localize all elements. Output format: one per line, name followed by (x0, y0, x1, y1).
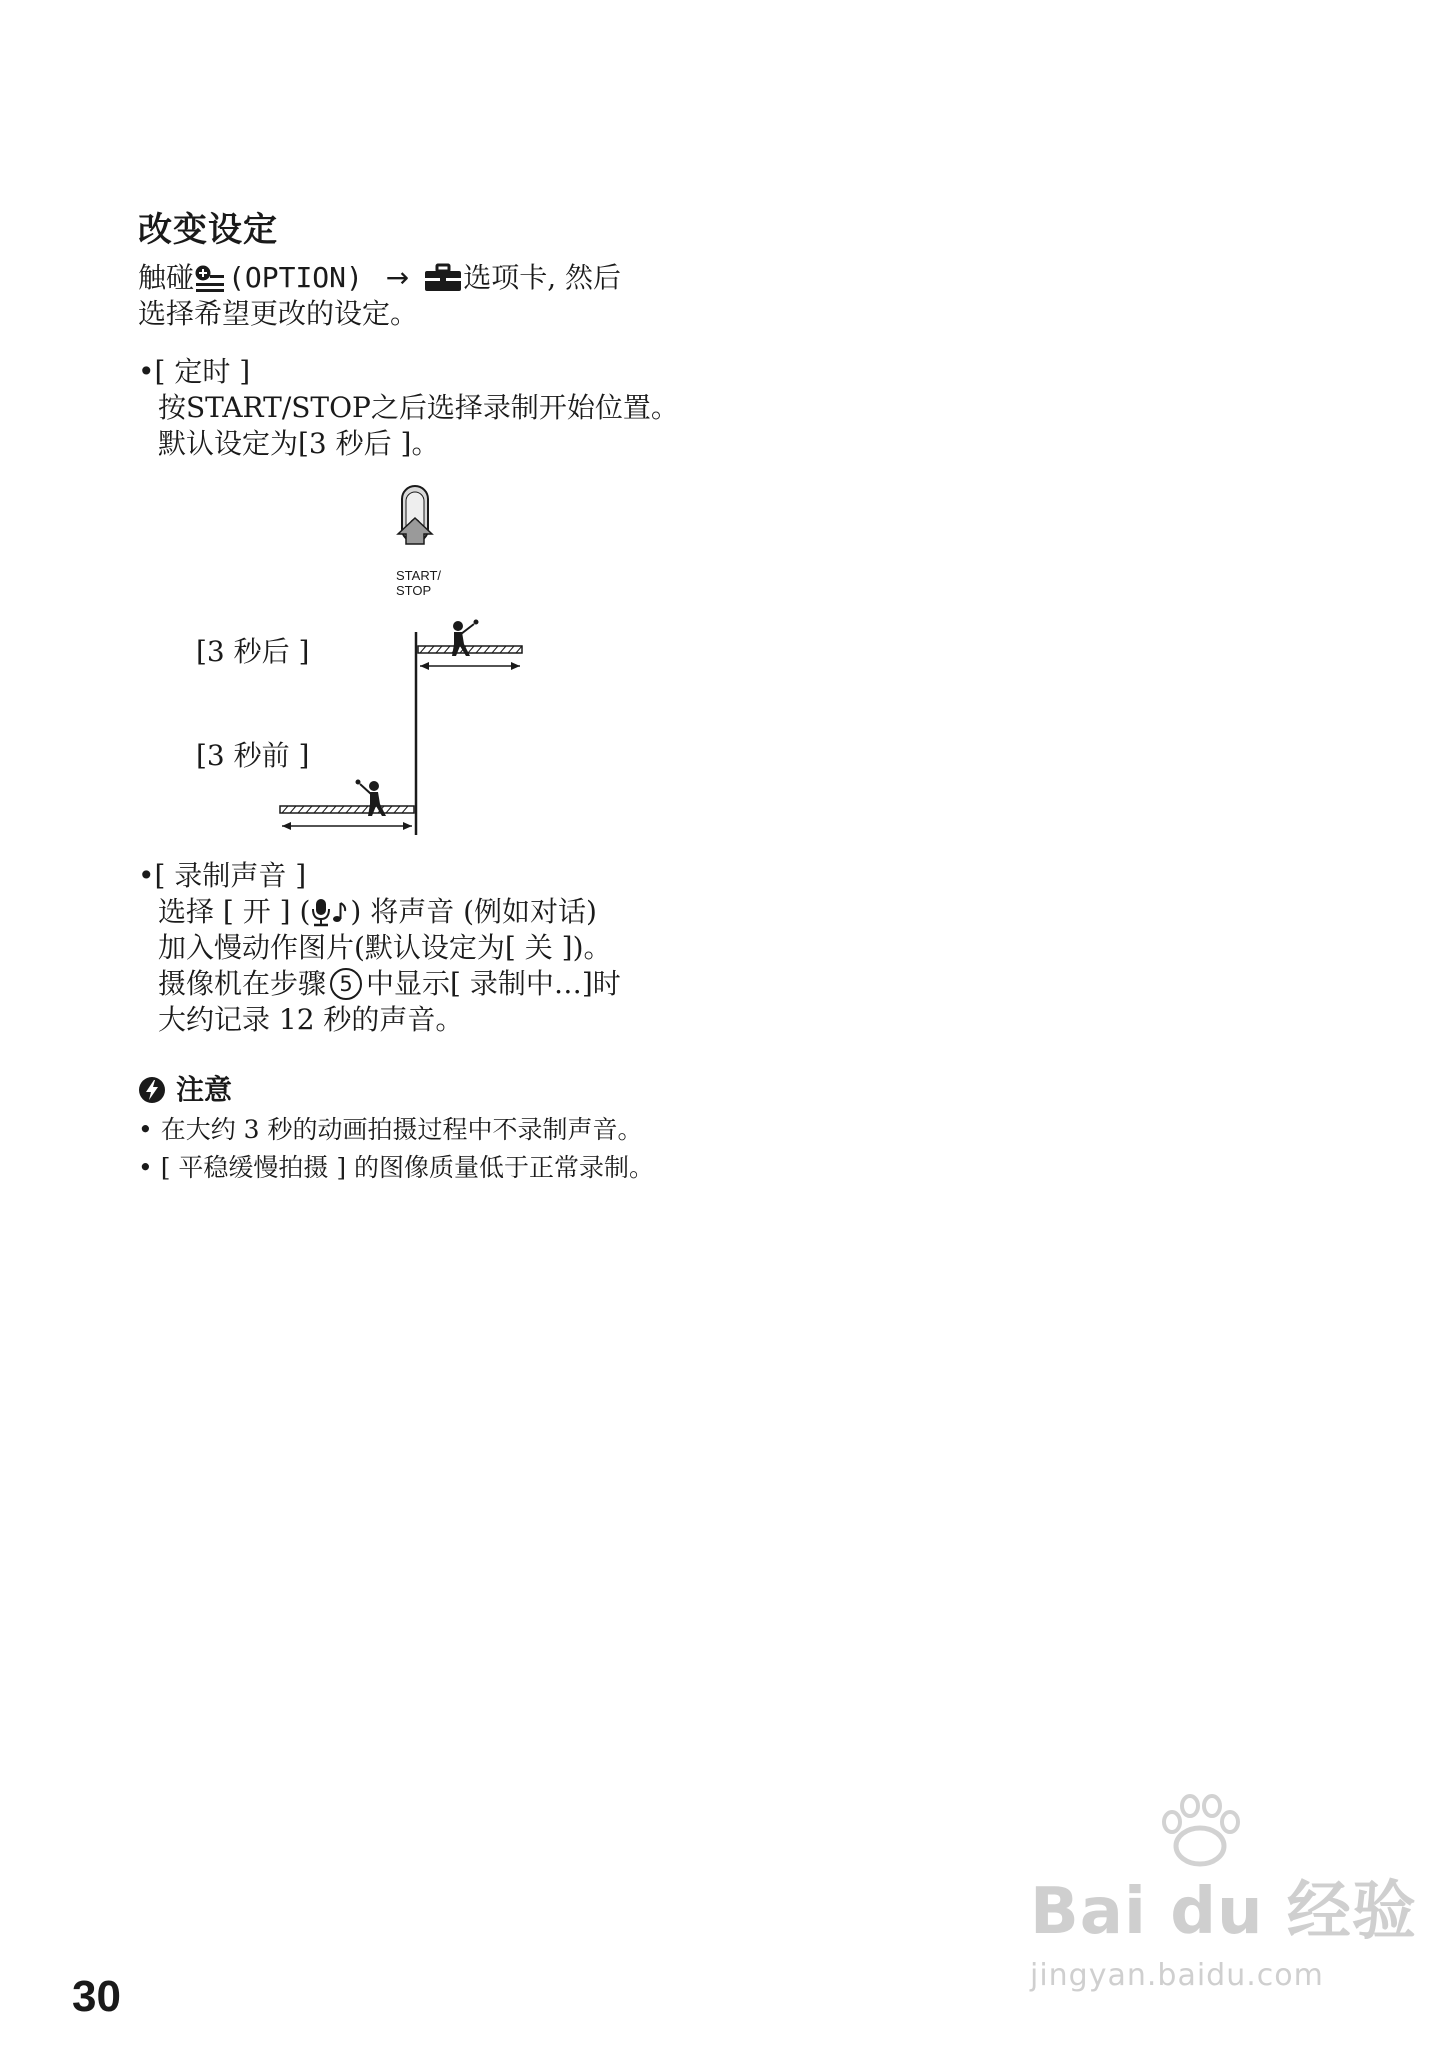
intro-tab-then-text: 选项卡, 然后 (463, 261, 622, 294)
note-item-1 (138, 1112, 643, 1148)
sound-line-1-b: ) 将声音 (例如对话) (350, 895, 597, 928)
sound-item-line-2: 加入慢动作图片(默认设定为[ 关 ])。 (158, 931, 612, 964)
sound-line-1-a: 选择 [ 开 ] ( (158, 895, 311, 928)
start-stop-label (396, 568, 441, 598)
film-strip-before (280, 806, 414, 813)
section-heading: 改变设定 (138, 210, 278, 250)
intro-touch-text: 触碰 (138, 261, 195, 294)
step-number-circle (330, 968, 362, 1000)
bullet: • (138, 859, 155, 892)
start-stop-button-icon (398, 486, 432, 544)
timer-item-line-2: 默认设定为[3 秒后 ]。 (158, 427, 440, 460)
label-3-sec-before: [3 秒前 ] (196, 739, 310, 772)
film-strip-after (418, 646, 522, 653)
option-label: (OPTION) (228, 261, 363, 294)
bullet: • (138, 1115, 161, 1144)
watermark-url: jingyan.baidu.com (1030, 1958, 1324, 1993)
label-3-sec-after: [3 秒后 ] (196, 635, 310, 668)
sound-title-text: [ 录制声音 ] (154, 859, 307, 892)
toolbox-icon (423, 263, 463, 302)
step-number: 5 (339, 972, 353, 996)
note-title-text: 注意 (176, 1073, 233, 1106)
sound-line-3-a: 摄像机在步骤 (158, 967, 327, 1000)
note-item-2 (138, 1150, 654, 1186)
note-item-2-text: [ 平稳缓慢拍摄 ] 的图像质量低于正常录制。 (160, 1153, 655, 1182)
timer-item-title (138, 354, 250, 390)
note-item-1-text: 在大约 3 秒的动画拍摄过程中不录制声音。 (160, 1115, 643, 1144)
bullet: • (138, 355, 155, 388)
start-stop-label-line-2: STOP (396, 583, 432, 598)
sound-item-line-4: 大约记录 12 秒的声音。 (158, 1003, 464, 1036)
intro-line-2: 选择希望更改的设定。 (138, 297, 419, 330)
page-number: 30 (72, 1972, 121, 2021)
arrow-glyph: → (385, 261, 410, 294)
duration-arrow-after (420, 662, 520, 670)
bullet: • (138, 1153, 161, 1182)
timing-diagram (270, 480, 570, 840)
duration-arrow-before (282, 822, 412, 830)
watermark-brand: Bai du 经验 (1030, 1875, 1417, 1949)
baidu-watermark (1030, 1860, 1417, 1993)
note-heading (138, 1068, 232, 1111)
sound-line-3-b: 中显示[ 录制中…]时 (366, 967, 621, 1000)
paw-icon (1150, 1790, 1250, 1870)
timer-title-text: [ 定时 ] (154, 355, 251, 388)
start-stop-label-line-1: START/ (396, 568, 442, 583)
timer-item-line-1: 按START/STOP之后选择录制开始位置。 (158, 391, 679, 424)
caution-icon (138, 1076, 166, 1111)
sound-item-line-3 (158, 966, 621, 1002)
sound-item-title (138, 858, 306, 894)
